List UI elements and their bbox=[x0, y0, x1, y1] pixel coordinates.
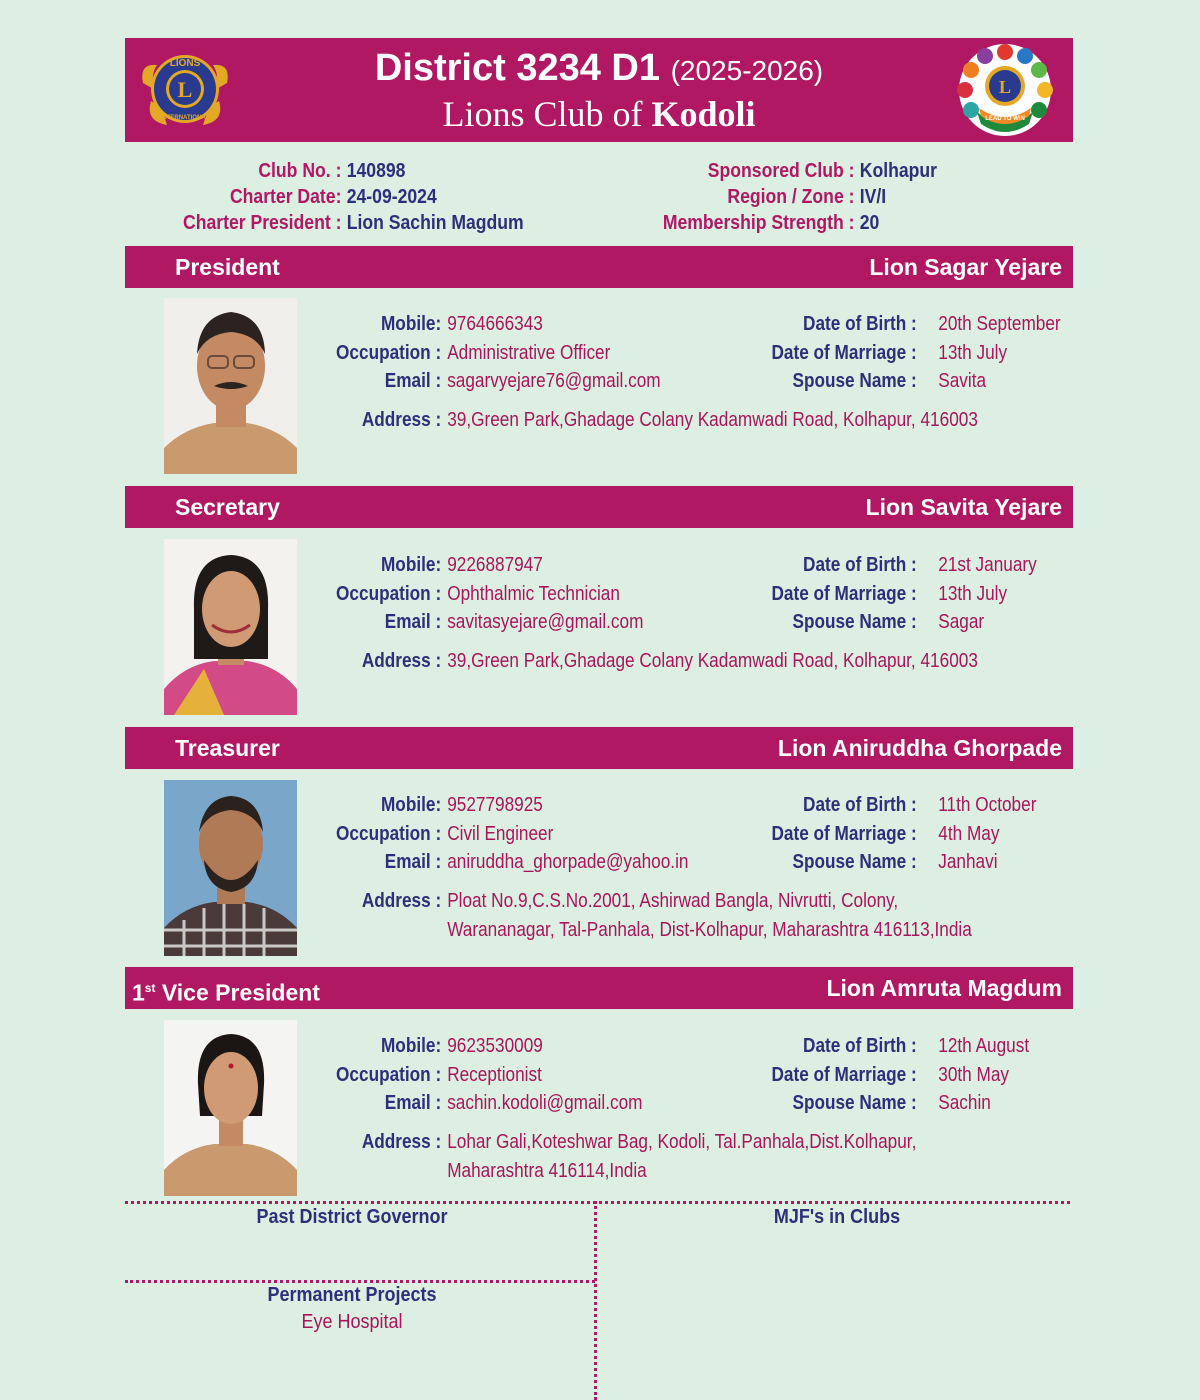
email-value: aniruddha_ghorpade@yahoo.in bbox=[447, 851, 689, 873]
date-of-marriage-label: Date of Marriage : bbox=[771, 823, 917, 845]
officer-details bbox=[0, 551, 1037, 721]
membership-value: 20 bbox=[859, 212, 880, 234]
section-bar-treasurer bbox=[125, 727, 1073, 769]
officer-details bbox=[0, 310, 1061, 480]
footer-divider bbox=[125, 1201, 1070, 1204]
date-of-marriage-label: Date of Marriage : bbox=[771, 583, 917, 605]
mobile-value: 9226887947 bbox=[447, 554, 543, 576]
address-label: Address : bbox=[361, 1131, 442, 1153]
date-of-birth-label: Date of Birth : bbox=[803, 1035, 917, 1057]
past-district-governor-heading: Past District Governor bbox=[256, 1206, 448, 1228]
address-line-1: Lohar Gali,Koteshwar Bag, Kodoli, Tal.Panhala,Dist.Kolhapur, bbox=[447, 1131, 917, 1153]
occupation-label: Occupation : bbox=[336, 823, 442, 845]
officer-name: Lion Sagar Yejare bbox=[869, 254, 1062, 280]
date-of-birth-value: 11th October bbox=[938, 794, 1037, 816]
spouse-name-value: Sachin bbox=[938, 1092, 991, 1114]
spouse-name-label: Spouse Name : bbox=[792, 611, 917, 633]
address-label: Address : bbox=[361, 890, 442, 912]
svg-text:INTERNATIONAL: INTERNATIONAL bbox=[160, 115, 210, 121]
email-value: sachin.kodoli@gmail.com bbox=[447, 1092, 643, 1114]
date-of-marriage-value: 13th July bbox=[938, 583, 1008, 605]
permanent-projects-heading: Permanent Projects bbox=[267, 1284, 437, 1306]
address-line-1: 39,Green Park,Ghadage Colany Kadamwadi Road, Kolhapur, 416003 bbox=[447, 409, 978, 431]
address-line-1: 39,Green Park,Ghadage Colany Kadamwadi Road, Kolhapur, 416003 bbox=[447, 650, 978, 672]
mobile-label: Mobile: bbox=[380, 1035, 442, 1057]
club-no-label: Club No. : bbox=[258, 160, 342, 182]
region-zone-value: IV/I bbox=[859, 186, 887, 208]
occupation-value: Administrative Officer bbox=[447, 342, 611, 364]
address-line-1: Ploat No.9,C.S.No.2001, Ashirwad Bangla, Nivrutti, Colony, bbox=[447, 890, 899, 912]
email-label: Email : bbox=[384, 370, 442, 392]
section-bar-vice-president bbox=[125, 967, 1073, 1009]
membership-label: Membership Strength : bbox=[662, 212, 855, 234]
date-of-marriage-value: 13th July bbox=[938, 342, 1008, 364]
mobile-label: Mobile: bbox=[380, 794, 442, 816]
charter-president-value: Lion Sachin Magdum bbox=[346, 212, 524, 234]
spouse-name-value: Janhavi bbox=[938, 851, 998, 873]
email-value: savitasyejare@gmail.com bbox=[447, 611, 644, 633]
district-title bbox=[125, 46, 1073, 93]
role-title: Treasurer bbox=[175, 735, 280, 761]
club-no-value: 140898 bbox=[346, 160, 406, 182]
occupation-value: Receptionist bbox=[447, 1064, 542, 1086]
spouse-name-label: Spouse Name : bbox=[792, 851, 917, 873]
svg-text:L: L bbox=[177, 77, 193, 102]
date-of-marriage-label: Date of Marriage : bbox=[771, 342, 917, 364]
footer-vertical-divider bbox=[594, 1201, 597, 1400]
section-bar-secretary bbox=[125, 486, 1073, 528]
email-label: Email : bbox=[384, 851, 442, 873]
address-line-2: Maharashtra 416114,India bbox=[447, 1160, 647, 1182]
section-bar-president bbox=[125, 246, 1073, 288]
email-label: Email : bbox=[384, 611, 442, 633]
officer-name: Lion Savita Yejare bbox=[865, 494, 1062, 520]
officer-name: Lion Aniruddha Ghorpade bbox=[777, 735, 1062, 761]
officer-details bbox=[0, 1032, 1032, 1202]
role-title: 1st Vice President bbox=[132, 979, 320, 1006]
mobile-value: 9623530009 bbox=[447, 1035, 543, 1057]
svg-text:L: L bbox=[998, 77, 1012, 97]
mobile-label: Mobile: bbox=[380, 554, 442, 576]
district-years: (2025-2026) bbox=[670, 55, 824, 86]
charter-president-label: Charter President : bbox=[182, 212, 342, 234]
spouse-name-label: Spouse Name : bbox=[792, 370, 917, 392]
date-of-marriage-value: 4th May bbox=[938, 823, 1000, 845]
club-prefix: Lions Club of bbox=[442, 94, 643, 134]
date-of-marriage-value: 30th May bbox=[938, 1064, 1010, 1086]
date-of-birth-label: Date of Birth : bbox=[803, 313, 917, 335]
charter-date-label: Charter Date: bbox=[229, 186, 342, 208]
address-label: Address : bbox=[361, 650, 442, 672]
occupation-value: Civil Engineer bbox=[447, 823, 554, 845]
date-of-birth-label: Date of Birth : bbox=[803, 794, 917, 816]
region-zone-label: Region / Zone : bbox=[727, 186, 855, 208]
district-name: District 3234 D1 bbox=[374, 47, 661, 89]
address-line-2: Warananagar, Tal-Panhala, Dist-Kolhapur, Maharashtra 416113,India bbox=[447, 919, 972, 941]
svg-text:LIONS: LIONS bbox=[169, 58, 201, 69]
spouse-name-label: Spouse Name : bbox=[792, 1092, 917, 1114]
svg-text:LEAD TO WIN: LEAD TO WIN bbox=[985, 116, 1025, 122]
officer-name: Lion Amruta Magdum bbox=[826, 975, 1062, 1001]
club-name: Kodoli bbox=[651, 94, 756, 134]
spouse-name-value: Savita bbox=[938, 370, 987, 392]
mobile-value: 9527798925 bbox=[447, 794, 543, 816]
sponsored-club-value: Kolhapur bbox=[859, 160, 938, 182]
email-label: Email : bbox=[384, 1092, 442, 1114]
occupation-label: Occupation : bbox=[336, 1064, 442, 1086]
occupation-label: Occupation : bbox=[336, 342, 442, 364]
permanent-project-item: Eye Hospital bbox=[301, 1311, 403, 1333]
mobile-label: Mobile: bbox=[380, 313, 442, 335]
role-title: Secretary bbox=[175, 494, 280, 520]
club-title bbox=[125, 94, 1073, 134]
occupation-value: Ophthalmic Technician bbox=[447, 583, 620, 605]
date-of-birth-value: 20th September bbox=[938, 313, 1061, 335]
date-of-birth-value: 12th August bbox=[938, 1035, 1030, 1057]
officer-details bbox=[0, 791, 1037, 961]
role-title: President bbox=[175, 254, 280, 280]
page-header bbox=[125, 38, 1073, 142]
date-of-birth-label: Date of Birth : bbox=[803, 554, 917, 576]
district-theme-logo bbox=[957, 42, 1053, 138]
date-of-birth-value: 21st January bbox=[938, 554, 1037, 576]
address-label: Address : bbox=[361, 409, 442, 431]
spouse-name-value: Sagar bbox=[938, 611, 985, 633]
footer-left-divider bbox=[125, 1280, 595, 1283]
mjf-heading: MJF's in Clubs bbox=[773, 1206, 901, 1228]
mobile-value: 9764666343 bbox=[447, 313, 543, 335]
occupation-label: Occupation : bbox=[336, 583, 442, 605]
email-value: sagarvyejare76@gmail.com bbox=[447, 370, 661, 392]
charter-date-value: 24-09-2024 bbox=[346, 186, 437, 208]
date-of-marriage-label: Date of Marriage : bbox=[771, 1064, 917, 1086]
sponsored-club-label: Sponsored Club : bbox=[707, 160, 855, 182]
